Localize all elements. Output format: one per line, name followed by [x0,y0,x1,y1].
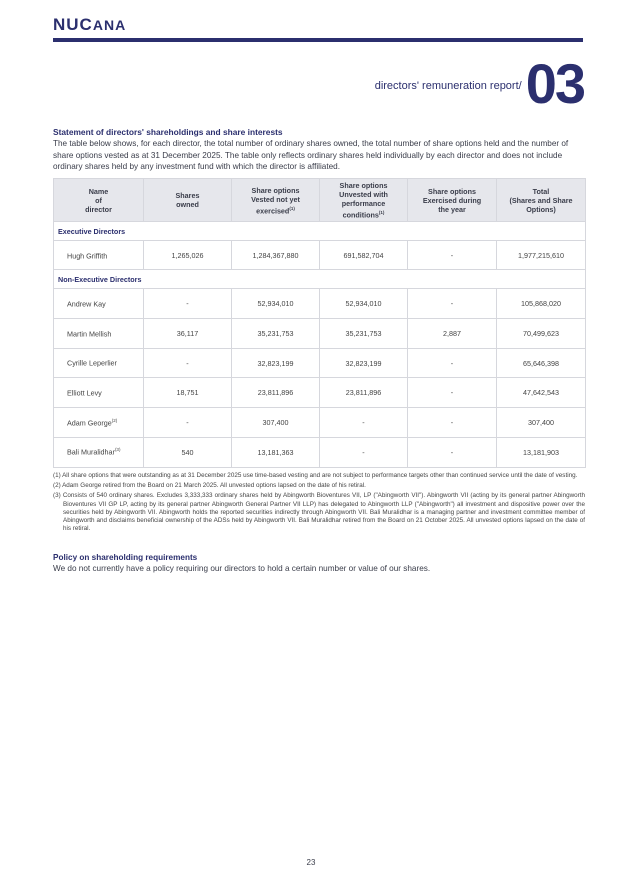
exercised-cell: - [408,348,497,378]
shares-cell: 36,117 [144,319,232,349]
unvested-cell: 35,231,753 [320,319,408,349]
group-label: Non-Executive Directors [54,270,586,289]
exercised-cell: - [408,437,497,467]
group-row-executive [54,222,586,241]
total-cell: 307,400 [497,408,586,438]
statement-body: The table below shows, for each director, the total number of ordinary shares owned, the total number of share options held and the number of share options vested as at 31 December 2025. The table only reflects ordinary shares held individually by each director and does not include ordinary shares held by any investment fund with which the director is affiliated. [53,139,569,172]
table-row [54,348,586,378]
director-name: Hugh Griffith [67,251,108,261]
shares-cell: 1,265,026 [144,241,232,270]
shareholdings-table [53,178,586,468]
vested-cell: 13,181,363 [232,437,320,467]
statement-title: Statement of directors' shareholdings and share interests [53,127,283,137]
header-rule [53,38,583,42]
total-cell: 65,646,398 [497,348,586,378]
table-row: Bali Muralidhar$^{(3)}$ 540 13,181,363 - - 13,181,903 [54,437,586,467]
col-header-shares: Shares owned [144,179,232,222]
policy-title: Policy on shareholding requirements [53,553,198,562]
section-header [374,52,584,115]
total-cell: 13,181,903 [497,437,586,467]
unvested-cell: - [320,437,408,467]
footnotes [53,472,585,535]
unvested-cell: 691,582,704 [320,241,408,270]
director-name: Adam George [67,418,112,428]
unvested-cell: 32,823,199 [320,348,408,378]
col-header-name: Name of director [54,179,144,222]
director-name: Cyrille Leperlier [67,358,117,368]
total-cell: 70,499,623 [497,319,586,349]
exercised-cell: 2,887 [408,319,497,349]
exercised-cell: - [408,241,497,270]
unvested-cell: - [320,408,408,438]
director-name: Elliott Levy [67,388,102,398]
footnote-3: (3) Consists of 540 ordinary shares. Excludes 3,333,333 ordinary shares held by Abingworth Bioventures VII, LP ("Abingworth VII"). Abingworth VII (acting by its general partner Abingworth Bioventures VII GP LP, acting by its general partner Abingworth General Partner VII LLP) has delegated to Abingworth LLP ("Abingworth") all investment and dispositive power over the securities held by Abingworth VII. Abingworth holds the reported securities indirectly through Abingworth VII. Bali Muralidhar is a managing partner and investment committee member of Abingworth and disclaims beneficial ownership of the ADSs held by Abingworth VII. Bali Muralidhar retired from the Board on 21 October 2025. All unvested options lapsed on the date of his retiral. [53,492,585,533]
policy-body: We do not currently have a policy requiring our directors to hold a certain number or value of our shares. [53,564,431,573]
group-row-non-executive [54,270,586,289]
footnote-1: (1) All share options that were outstanding as at 31 December 2025 use time-based vesting and are not subject to performance targets other than continued service until the date of vesting. [53,472,578,479]
shares-cell: - [144,408,232,438]
exercised-cell: - [408,408,497,438]
total-cell: 1,977,215,610 [497,241,586,270]
vested-cell: 23,811,896 [232,378,320,408]
group-label: Executive Directors [54,222,586,241]
vested-cell: 1,284,367,880 [232,241,320,270]
table-header-row [54,179,586,222]
vested-cell: 35,231,753 [232,319,320,349]
director-name: Andrew Kay [67,299,106,309]
unvested-cell: 23,811,896 [320,378,408,408]
footnote-2: (2) Adam George retired from the Board on 21 March 2025. All unvested options lapsed on the date of his retiral. [53,482,366,490]
table-row [54,378,586,408]
section-label: directors' remuneration report/ [374,80,522,92]
col-header-vested: Share options Vested not yet exercised$^{(1)}$ [232,179,320,222]
unvested-cell: 52,934,010 [320,289,408,319]
exercised-cell: - [408,289,497,319]
exercised-cell: - [408,378,497,408]
page-number: 23 [306,858,316,867]
section-number: 03 [525,52,584,115]
vested-cell: 307,400 [232,408,320,438]
col-header-unvested: Share options Unvested with performance conditions$^{(1)}$ [320,179,408,222]
shares-cell: 18,751 [144,378,232,408]
shares-cell: - [144,348,232,378]
col-header-total: Total (Shares and Share Options) [497,179,586,222]
director-name: Bali Muralidhar [67,447,115,457]
shares-cell: - [144,289,232,319]
col-header-exercised: Share options Exercised during the year [408,179,497,222]
nucana-logo: NUCANA [53,15,127,34]
vested-cell: 32,823,199 [232,348,320,378]
shares-cell: 540 [144,437,232,467]
director-name: Martin Mellish [67,329,112,339]
table-row: Adam George$^{(2)}$ - 307,400 - - 307,400 [54,408,586,438]
table-row [54,241,586,270]
table-row [54,289,586,319]
total-cell: 105,868,020 [497,289,586,319]
table-row [54,319,586,349]
total-cell: 47,642,543 [497,378,586,408]
vested-cell: 52,934,010 [232,289,320,319]
